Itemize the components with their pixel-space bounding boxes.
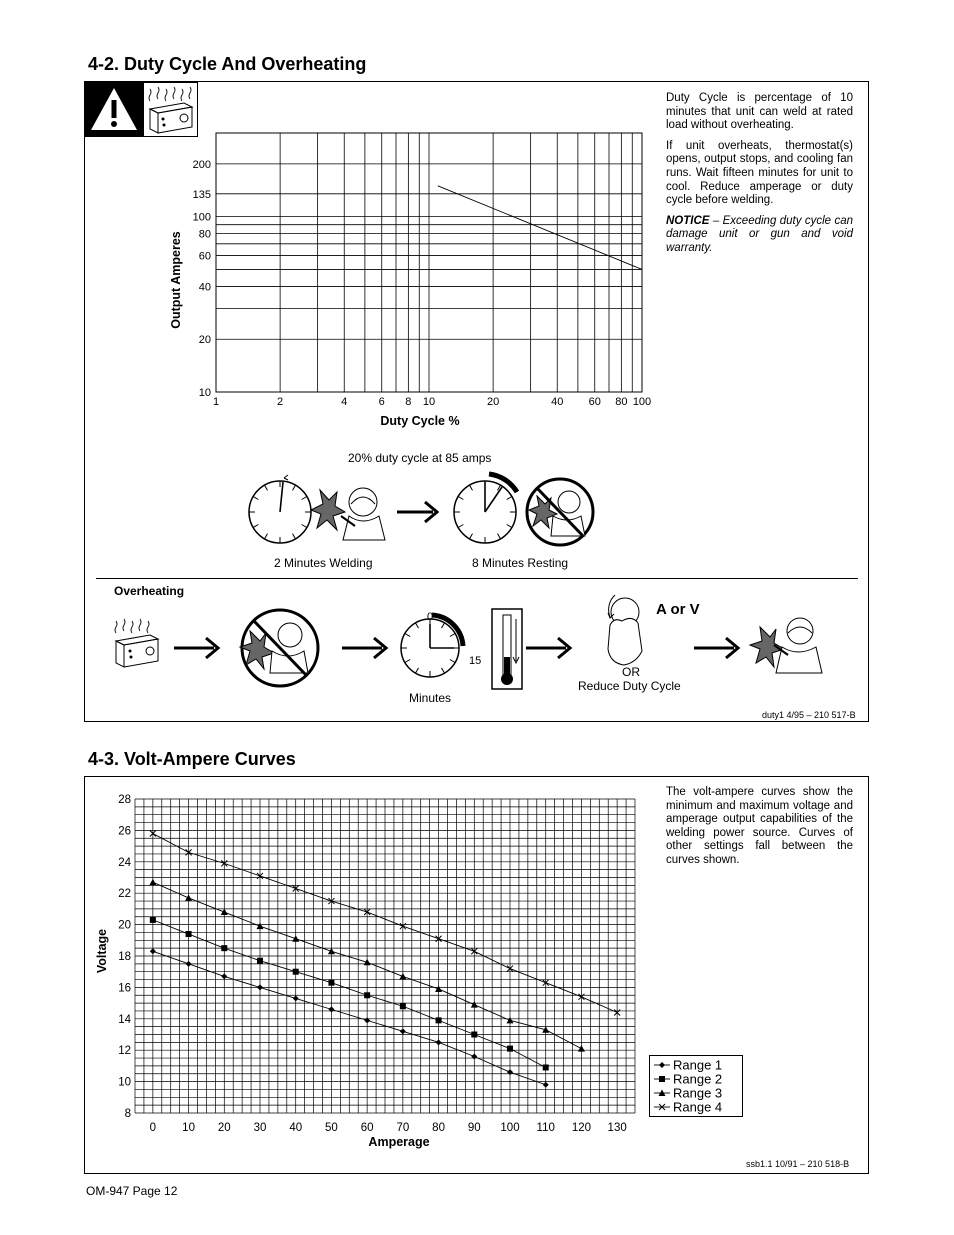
data-point: [400, 1003, 406, 1009]
x-tick-label: 120: [571, 1122, 592, 1134]
x-tick-label: 80: [432, 1122, 445, 1134]
x-tick-label: 10: [422, 396, 436, 408]
legend-label: Range 4: [673, 1099, 723, 1115]
warning-icon: [85, 82, 143, 137]
legend-label: Range 3: [673, 1085, 723, 1101]
data-point: [150, 917, 156, 923]
arrow-icon: [397, 502, 437, 522]
clock-tick: [507, 525, 512, 528]
x-tick-label: 40: [289, 1122, 303, 1134]
thermometer-icon: [492, 609, 522, 689]
x-tick-label: 8: [405, 396, 412, 408]
x-tick-label: 10: [182, 1122, 195, 1134]
clock-tick: [470, 485, 473, 490]
reduce-duty-cycle-label: Reduce Duty Cycle: [578, 679, 681, 693]
y-tick-label: 28: [118, 794, 131, 806]
volt-ampere-xlabel: Amperage: [368, 1135, 430, 1149]
data-point: [328, 980, 334, 986]
clock-icon: [249, 475, 311, 543]
section-title-duty-cycle: 4-2. Duty Cycle And Overheating: [88, 54, 367, 74]
data-point: [471, 1001, 478, 1008]
y-tick-label: 60: [198, 250, 211, 263]
x-tick-label: 110: [536, 1122, 555, 1134]
clock-tick: [293, 485, 296, 490]
data-point: [186, 931, 192, 937]
data-point: [292, 935, 299, 942]
volt-ampere-description: The volt-ampere curves show the minimum and maximum voltage and amperage output capabilities of the welding power source. Curves of other settings fall between the curves shown.: [666, 786, 853, 866]
clock-tick: [442, 668, 445, 673]
y-tick-label: 10: [118, 1076, 131, 1089]
y-tick-label: 16: [118, 982, 131, 995]
data-point: [221, 973, 227, 979]
data-point: [185, 894, 192, 901]
clock-tick: [470, 534, 473, 539]
clock-tick: [507, 497, 512, 500]
or-label: OR: [622, 665, 640, 679]
data-point: [257, 923, 264, 930]
y-tick-label: 20: [118, 919, 131, 932]
y-tick-label: 18: [118, 951, 131, 963]
no-welding-icon: [527, 479, 593, 545]
x-tick-label: 100: [632, 396, 652, 408]
data-point: [543, 1064, 549, 1070]
clock-tick: [302, 525, 307, 528]
data-point: [471, 1053, 477, 1059]
adjust-knob-hand-icon: [608, 595, 642, 665]
legend-label: Range 2: [673, 1071, 723, 1087]
data-point: [436, 1039, 442, 1045]
data-point: [293, 969, 299, 975]
data-point: [149, 879, 156, 886]
data-point: [364, 1017, 370, 1023]
clock-icon: [454, 474, 517, 543]
x-tick-label: 20: [486, 396, 500, 408]
figure-ref: duty1 4/95 – 210 517-B: [762, 710, 856, 720]
duty-cycle-illustration: [245, 470, 605, 555]
x-tick-label: 20: [217, 1122, 231, 1134]
clock-tick: [498, 534, 501, 539]
y-tick-label: 10: [198, 387, 211, 399]
data-point: [399, 973, 406, 980]
x-tick-label: 30: [253, 1122, 267, 1134]
clock-tick: [458, 525, 463, 528]
minutes-label: Minutes: [409, 691, 452, 705]
clock-tick: [302, 497, 307, 500]
divider: [96, 578, 858, 579]
arrow-icon: [526, 638, 570, 658]
data-point: [659, 1076, 665, 1082]
clock-tick: [265, 485, 268, 490]
clock-tick: [416, 623, 419, 628]
duty-cycle-xlabel: Duty Cycle %: [380, 414, 460, 428]
clock-tick: [405, 634, 410, 637]
hot-unit-icon: [115, 619, 158, 667]
y-tick-label: 100: [192, 211, 211, 224]
duty-cycle-chart: [150, 125, 660, 435]
duty-cycle-description: [666, 92, 853, 263]
overheating-label: Overheating: [114, 584, 185, 598]
x-tick-label: 6: [378, 396, 385, 408]
x-tick-label: 100: [500, 1122, 520, 1134]
data-point: [364, 992, 370, 998]
y-tick-label: 12: [118, 1045, 131, 1058]
data-point: [507, 1046, 513, 1052]
y-tick-label: 20: [198, 334, 211, 347]
x-tick-label: 60: [588, 396, 601, 408]
clock-tick: [293, 534, 296, 539]
data-point: [400, 1028, 406, 1034]
notice: [666, 215, 853, 256]
volt-ampere-legend: [649, 1055, 743, 1117]
duty-cycle-definition: Duty Cycle is percentage of 10 minutes that unit can weld at rated load without overheating.: [666, 92, 853, 132]
y-tick-label: 22: [118, 888, 131, 901]
x-tick-label: 90: [467, 1122, 481, 1134]
x-tick-label: 50: [325, 1122, 338, 1134]
x-tick-label: 4: [341, 396, 348, 408]
data-point: [150, 948, 156, 954]
arrow-icon: [694, 638, 738, 658]
overheat-explanation: If unit overheats, thermostat(s) opens, output stops, and cooling fan runs. Wait fifteen minutes for unit to cool. Reduce amperage or duty cycle before welding.: [666, 139, 853, 207]
y-tick-label: 14: [118, 1013, 131, 1026]
welder-spark-icon: [750, 618, 822, 673]
timer-icon: [401, 615, 463, 677]
welding-label: 2 Minutes Welding: [274, 556, 373, 570]
resting-label: 8 Minutes Resting: [472, 556, 569, 570]
page-footer: OM-947 Page 12: [86, 1184, 178, 1198]
y-tick-label: 24: [118, 856, 131, 869]
data-point: [257, 958, 263, 964]
data-point: [507, 1069, 513, 1075]
timer-start-label: 0: [427, 611, 434, 623]
y-tick-label: 200: [192, 158, 211, 171]
data-point: [578, 1045, 585, 1052]
x-tick-label: 80: [615, 396, 628, 408]
figure-ref: ssb1.1 10/91 – 210 518-B: [746, 1159, 850, 1169]
welder-spark-icon: [311, 488, 385, 540]
x-tick-label: 1: [212, 396, 220, 408]
a-or-v-label: A or V: [656, 601, 700, 618]
data-point: [221, 945, 227, 951]
timer-end-label: 15: [469, 655, 482, 667]
data-point: [257, 984, 263, 990]
arrow-icon: [342, 638, 386, 658]
y-tick-label: 40: [198, 281, 211, 294]
volt-ampere-chart: [90, 788, 650, 1153]
notice-label: NOTICE: [666, 214, 710, 227]
data-point: [435, 985, 442, 992]
y-tick-label: 26: [118, 825, 131, 838]
data-point: [328, 1006, 334, 1012]
legend-label: Range 1: [673, 1057, 723, 1073]
data-point: [221, 909, 228, 916]
volt-ampere-ylabel: Voltage: [95, 928, 109, 974]
section-title-volt-ampere: 4-3. Volt-Ampere Curves: [88, 749, 296, 769]
data-point: [364, 959, 371, 966]
data-point: [293, 995, 299, 1001]
data-point: [436, 1017, 442, 1023]
data-point: [471, 1032, 477, 1038]
y-tick-label: 135: [192, 188, 211, 201]
x-tick-label: 40: [551, 396, 564, 408]
x-tick-label: 60: [360, 1122, 374, 1134]
clock-tick: [450, 634, 455, 637]
arrow-icon: [174, 638, 218, 658]
x-tick-label: 0: [149, 1122, 157, 1134]
data-point: [507, 1017, 514, 1024]
clock-tick: [442, 623, 445, 628]
clock-tick: [450, 660, 455, 663]
y-tick-label: 80: [198, 228, 211, 241]
clock-tick: [458, 497, 463, 500]
notice-text: – Exceeding duty cycle can damage unit or gun and void warranty.: [666, 214, 853, 254]
clock-tick: [405, 660, 410, 663]
clock-tick: [253, 525, 258, 528]
duty-cycle-ylabel: Output Amperes: [169, 231, 183, 329]
clock-tick: [265, 534, 268, 539]
x-tick-label: 70: [396, 1122, 410, 1134]
duty-cycle-example-caption: 20% duty cycle at 85 amps: [348, 451, 492, 465]
overheating-illustration: [110, 585, 840, 700]
clock-tick: [416, 668, 419, 673]
clock-tick: [253, 497, 258, 500]
data-point: [328, 948, 335, 955]
x-tick-label: 2: [277, 396, 284, 408]
data-point: [186, 961, 192, 967]
duty-cycle-line: [438, 186, 642, 270]
no-welding-icon: [240, 610, 318, 686]
x-tick-label: 130: [607, 1122, 627, 1134]
data-point: [543, 1082, 549, 1088]
y-tick-label: 8: [124, 1108, 131, 1120]
